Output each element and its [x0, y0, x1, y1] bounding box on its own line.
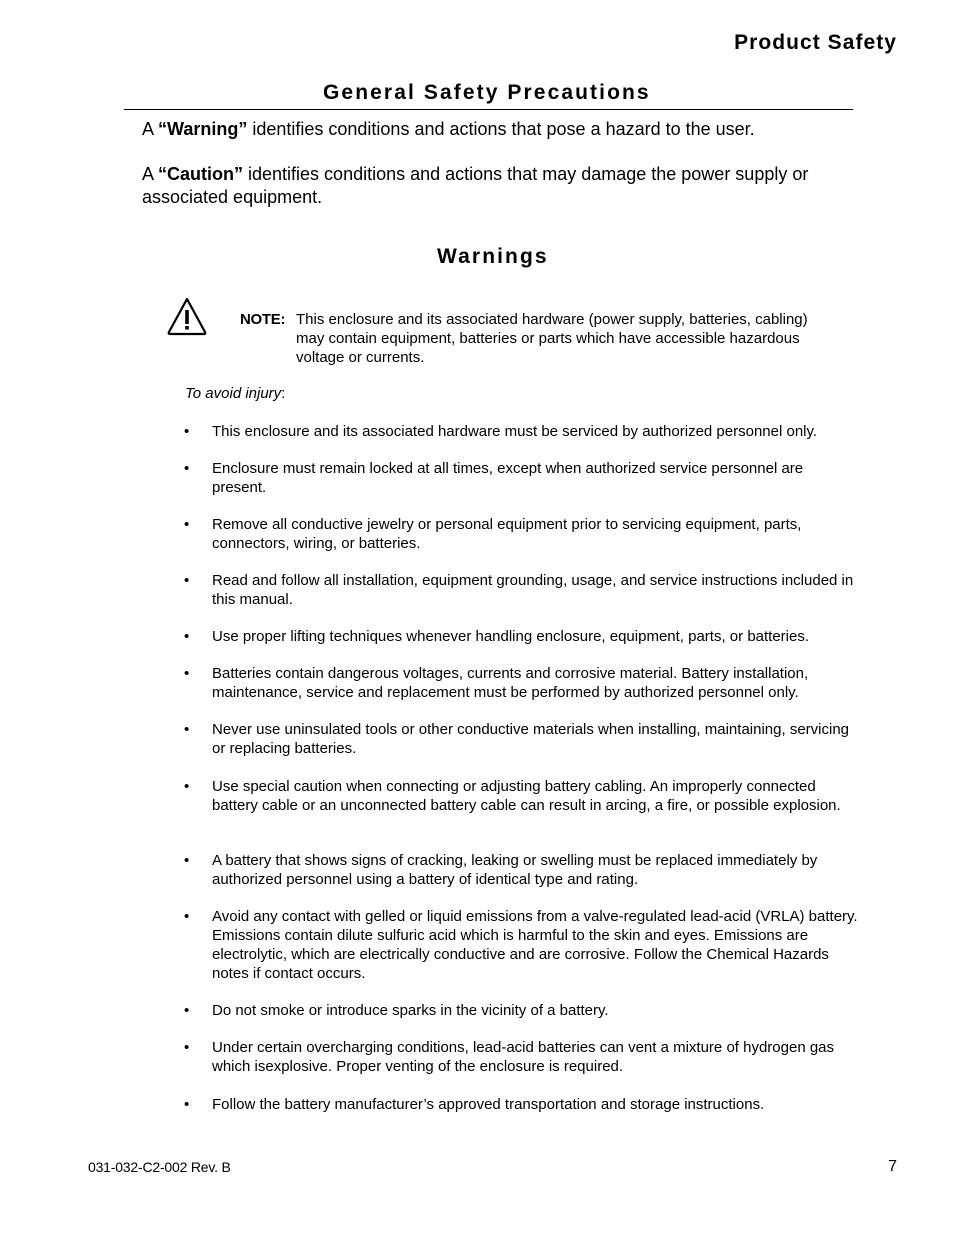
bullet-icon: •: [184, 908, 190, 925]
bullet-icon: •: [184, 628, 190, 645]
caution-def-text: identifies conditions and actions that may damage the power supply or associated equipment.: [142, 164, 809, 207]
list-item-text: Batteries contain dangerous voltages, currents and corrosive material. Battery installation, maintenance, service and replacement must be performed by authorized personnel only.: [212, 665, 809, 701]
section-rule: [124, 109, 853, 110]
list-item-text: This enclosure and its associated hardware must be serviced by authorized personnel only.: [212, 423, 818, 440]
list-item-text: Under certain overcharging conditions, lead-acid batteries can vent a mixture of hydrogen gas which isexplosive. Proper venting of the enclosure is required.: [212, 1039, 835, 1075]
list-item-text: Use proper lifting techniques whenever handling enclosure, equipment, parts, or batteries.: [212, 628, 810, 645]
warning-term: “Warning”: [158, 119, 248, 139]
caution-definition: [142, 163, 842, 209]
list-item-text: Remove all conductive jewelry or personal equipment prior to servicing equipment, parts, connectors, wiring, or batteries.: [212, 516, 802, 552]
bullet-icon: •: [184, 852, 190, 869]
list-item-text: Enclosure must remain locked at all times, except when authorized service personnel are present.: [212, 460, 804, 496]
bullet-icon: •: [184, 665, 190, 682]
section-title: General Safety Precautions: [323, 81, 651, 104]
bullet-icon: •: [184, 572, 190, 589]
bullet-icon: •: [184, 423, 190, 440]
warnings-title: Warnings: [437, 245, 549, 268]
bullet-icon: •: [184, 778, 190, 795]
caution-term: “Caution”: [158, 164, 244, 184]
bullet-icon: •: [184, 1039, 190, 1056]
caution-def-prefix: A: [142, 164, 159, 184]
page-number: 7: [888, 1158, 897, 1175]
warning-def-text: identifies conditions and actions that pose a hazard to the user.: [247, 119, 755, 139]
list-item-text: A battery that shows signs of cracking, leaking or swelling must be replaced immediately by authorized personnel using a battery of identical type and rating.: [212, 852, 818, 888]
bullet-icon: •: [184, 721, 190, 738]
document-number: 031-032-C2-002 Rev. B: [88, 1159, 231, 1175]
bullet-icon: •: [184, 460, 190, 477]
list-item-text: Never use uninsulated tools or other conductive materials when installing, maintaining, servicing or replacing batteries.: [212, 721, 850, 757]
note-text: This enclosure and its associated hardware (power supply, batteries, cabling) may contain equipment, batteries or parts which have accessible hazardous voltage or currents.: [296, 311, 808, 366]
avoid-injury-colon: :: [281, 385, 286, 402]
list-item-text: Follow the battery manufacturer’s approved transportation and storage instructions.: [212, 1096, 765, 1113]
warning-def-prefix: A: [142, 119, 159, 139]
page-header-title: Product Safety: [734, 31, 897, 54]
list-item-text: Read and follow all installation, equipment grounding, usage, and service instructions included in this manual.: [212, 572, 854, 608]
note-label: NOTE:: [240, 311, 286, 328]
avoid-injury-text: To avoid injury: [185, 385, 282, 402]
avoid-injury-intro: [185, 384, 285, 403]
bullet-icon: •: [184, 516, 190, 533]
bullet-icon: •: [184, 1002, 190, 1019]
list-item-text: Do not smoke or introduce sparks in the vicinity of a battery.: [212, 1002, 609, 1019]
list-item-text: Avoid any contact with gelled or liquid emissions from a valve-regulated lead-acid (VRLA) battery. Emissions contain dilute sulfuric acid which is harmful to the skin and eyes. Emissions are electrolytic, which are electrically conductive and are corrosive. Follow the Chemical Hazards notes if contact occurs.: [212, 908, 858, 982]
bullet-icon: •: [184, 1096, 190, 1113]
warning-definition: [142, 118, 842, 141]
list-item-text: Use special caution when connecting or adjusting battery cabling. An improperly connected battery cable or an unconnected battery cable can result in arcing, a fire, or possible explosion.: [212, 778, 841, 814]
warning-triangle-icon: [166, 296, 208, 336]
